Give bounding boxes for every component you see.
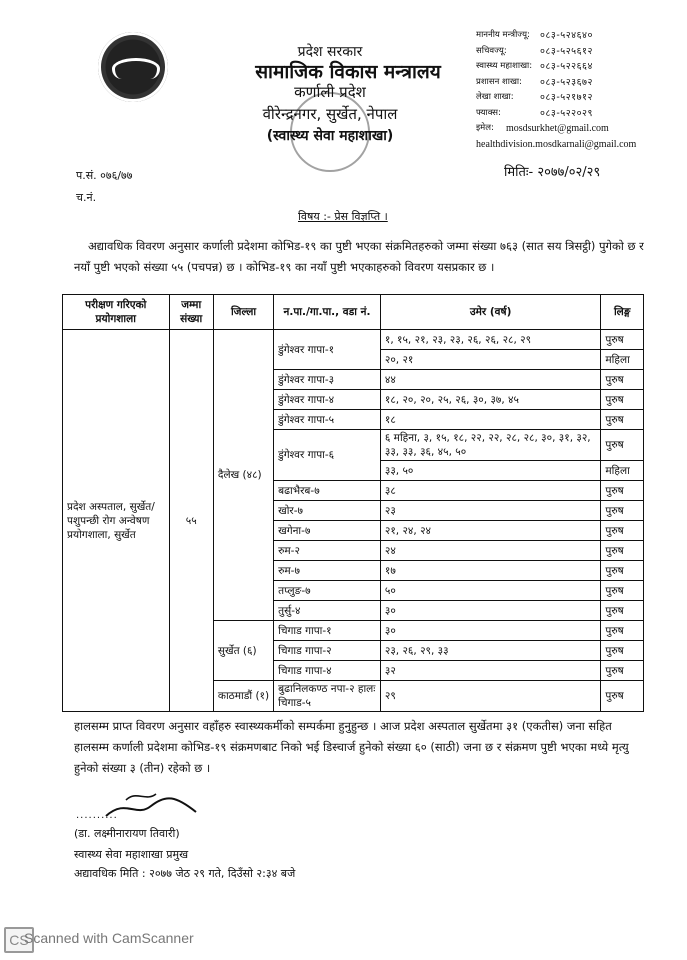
closing-paragraph: हालसम्म प्राप्त विवरण अनुसार वहाँहरु स्वास्थ्यकर्मीको सम्पर्कमा हुनुहुन्छ । आज प्रदेश अस्पताल सुर्खेतमा ३१ (एकतीस) जना सहित हालसम्म कर्णाली प्रदेशमा कोभिड-१९ संक्रमणबाट निको भई डिस्चार्ज हुनेको संख्या ६० (साठी) जना छ र संक्रमण पुष्टी भएका मध्ये मृत्यु हुनेको संख्या ३ (तीन) रहेको छ ।: [74, 719, 629, 775]
age-cell: ३०: [380, 601, 601, 621]
letterhead-government: प्रदेश सरकार: [297, 44, 363, 60]
sex-cell: पुरुष: [601, 390, 644, 410]
age-cell: १७: [380, 561, 601, 581]
sex-cell: पुरुष: [601, 641, 644, 661]
sex-cell: पुरुष: [601, 581, 644, 601]
letter-date: मितिः- २०७७/०२/२९: [504, 165, 601, 180]
contact-block: [476, 28, 636, 152]
update-timestamp: अद्यावधिक मिति : २०७७ जेठ २९ गते, दिउँसो २:३४ बजे: [74, 867, 296, 880]
letterhead-division: (स्वास्थ्य सेवा महाशाखा): [266, 128, 394, 144]
age-cell: २९: [380, 681, 601, 712]
age-cell: ३३, ५०: [380, 461, 601, 481]
municipality-cell: चिगाड गापा-१: [274, 621, 381, 641]
contact-label: सचिवज्यू:: [476, 45, 507, 56]
letterhead-ministry: सामाजिक विकास मन्त्रालय: [255, 61, 441, 83]
contact-phone: ०८३-५२३६७२: [540, 76, 593, 88]
contact-label: इमेल:: [476, 123, 494, 133]
dispatch-number: च.नं.: [76, 191, 97, 204]
contact-label: माननीय मन्त्रीज्यू:: [476, 30, 530, 40]
sex-cell: पुरुष: [601, 681, 644, 712]
municipality-cell: डुंगेश्वर गापा-३: [274, 370, 381, 390]
sex-cell: पुरुष: [601, 661, 644, 681]
sex-cell: पुरुष: [601, 501, 644, 521]
sex-cell: पुरुष: [601, 601, 644, 621]
contact-label: प्रशासन शाखा:: [476, 76, 522, 87]
signatory-title: स्वास्थ्य सेवा महाशाखा प्रमुख: [74, 848, 189, 861]
age-cell: १८, २०, २०, २५, २६, ३०, ३७, ४५: [380, 390, 601, 410]
municipality-cell: खोर-७: [274, 501, 381, 521]
age-cell: १, १५, २१, २३, २३, २६, २६, २८, २९: [380, 330, 601, 350]
header-district: जिल्ला: [213, 295, 273, 330]
contact-email[interactable]: healthdivision.mosdkarnali@gmail.com: [476, 138, 637, 150]
age-cell: ६ महिना, ३, १५, १८, २२, २२, २८, २८, ३०, ३१, ३२, ३३, ३३, ३६, ४५, ५०: [380, 430, 601, 461]
contact-label: फ्याक्स:: [476, 107, 501, 118]
district-cell: काठमाडौं (१): [213, 681, 273, 712]
municipality-cell: चिगाड गापा-२: [274, 641, 381, 661]
header-sex: लिङ्ग: [601, 295, 644, 330]
sex-cell: पुरुष: [601, 541, 644, 561]
district-cell: सुर्खेत (६): [213, 621, 273, 681]
contact-phone: ०८३-५२२६६४: [540, 61, 593, 72]
table-header-row: [63, 295, 644, 330]
municipality-cell: तप्लुङ-७: [274, 581, 381, 601]
district-cell: दैलेख (४८): [213, 330, 273, 621]
contact-phone: ०८३-५२४६४०: [540, 30, 593, 41]
age-cell: २३: [380, 501, 601, 521]
municipality-cell: बढाभैरब-७: [274, 481, 381, 501]
age-cell: २०, २१: [380, 350, 601, 370]
municipality-cell: रुम-२: [274, 541, 381, 561]
contact-label: लेखा शाखा:: [476, 92, 514, 102]
sex-cell: महिला: [601, 461, 644, 481]
letterhead-province: कर्णाली प्रदेश: [294, 83, 366, 101]
age-cell: ५०: [380, 581, 601, 601]
header-municipality: न.पा./गा.पा., वडा नं.: [274, 295, 381, 330]
age-cell: ३०: [380, 621, 601, 641]
sex-cell: पुरुष: [601, 330, 644, 350]
contact-email[interactable]: mosdsurkhet@gmail.com: [506, 123, 609, 134]
age-cell: ३८: [380, 481, 601, 501]
signatory-name: (डा. लक्ष्मीनारायण तिवारी): [74, 827, 180, 840]
sex-cell: पुरुष: [601, 621, 644, 641]
reference-number: प.सं. ०७६/७७: [76, 169, 133, 182]
age-cell: १८: [380, 410, 601, 430]
municipality-cell: रुम-७: [274, 561, 381, 581]
municipality-cell: डुंगेश्वर गापा-१: [274, 330, 381, 370]
municipality-cell: डुंगेश्वर गापा-६: [274, 430, 381, 481]
letterhead-address: वीरेन्द्रनगर, सुर्खेत, नेपाल: [262, 105, 398, 123]
sex-cell: पुरुष: [601, 481, 644, 501]
table-row: [63, 330, 644, 350]
sex-cell: पुरुष: [601, 561, 644, 581]
contact-fax: ०८३-५२२०२९: [540, 107, 593, 119]
contact-phone: ०८३-५२५६१२: [540, 45, 593, 57]
municipality-cell: डुंगेश्वर गापा-५: [274, 410, 381, 430]
municipality-cell: डुंगेश्वर गापा-४: [274, 390, 381, 410]
header-lab: परीक्षण गरिएको प्रयोगशाला: [63, 295, 170, 330]
total-cell: ५५: [169, 330, 213, 712]
header-age: उमेर (वर्ष): [380, 295, 601, 330]
age-cell: ४४: [380, 370, 601, 390]
contact-phone: ०८३-५२१७१२: [540, 92, 593, 103]
municipality-cell: तुर्सु-४: [274, 601, 381, 621]
age-cell: २३, २६, २९, ३३: [380, 641, 601, 661]
municipality-cell: चिगाड गापा-४: [274, 661, 381, 681]
age-cell: २४: [380, 541, 601, 561]
camscanner-watermark: Scanned with CamScanner: [24, 930, 194, 946]
intro-paragraph: अद्यावधिक विवरण अनुसार कर्णाली प्रदेशमा कोभिड-१९ का पुष्टी भएका संक्रमितहरुको जम्मा संख्या ७६३ (सात सय त्रिसट्ठी) पुगेको छ र नयाँ पुष्टी भएको संख्या ५५ (पचपन्न) छ । कोभिड-१९ का नयाँ पुष्टी भएकाहरुको विवरण यसप्रकार छ ।: [74, 239, 644, 274]
sex-cell: पुरुष: [601, 430, 644, 461]
municipality-cell: खगेना-७: [274, 521, 381, 541]
sex-cell: पुरुष: [601, 370, 644, 390]
age-cell: ३२: [380, 661, 601, 681]
header-total: जम्मा संख्या: [169, 295, 213, 330]
government-emblem-icon: [98, 32, 168, 102]
municipality-cell: बुढानिलकण्ठ नपा-२ हालः चिगाड-५: [274, 681, 381, 712]
sex-cell: महिला: [601, 350, 644, 370]
sex-cell: पुरुष: [601, 410, 644, 430]
camscanner-logo-icon: CS: [4, 927, 34, 953]
signature-dots: ..........: [76, 810, 118, 821]
sex-cell: पुरुष: [601, 521, 644, 541]
contact-label: स्वास्थ्य महाशाखा:: [476, 61, 533, 71]
covid-cases-table: [62, 294, 644, 712]
subject-line: विषय :- प्रेस विज्ञप्ति ।: [298, 210, 388, 223]
lab-cell: प्रदेश अस्पताल, सुर्खेत/ पशुपन्छी रोग अन्वेषण प्रयोगशाला, सुर्खेत: [63, 330, 170, 712]
age-cell: २१, २४, २४: [380, 521, 601, 541]
